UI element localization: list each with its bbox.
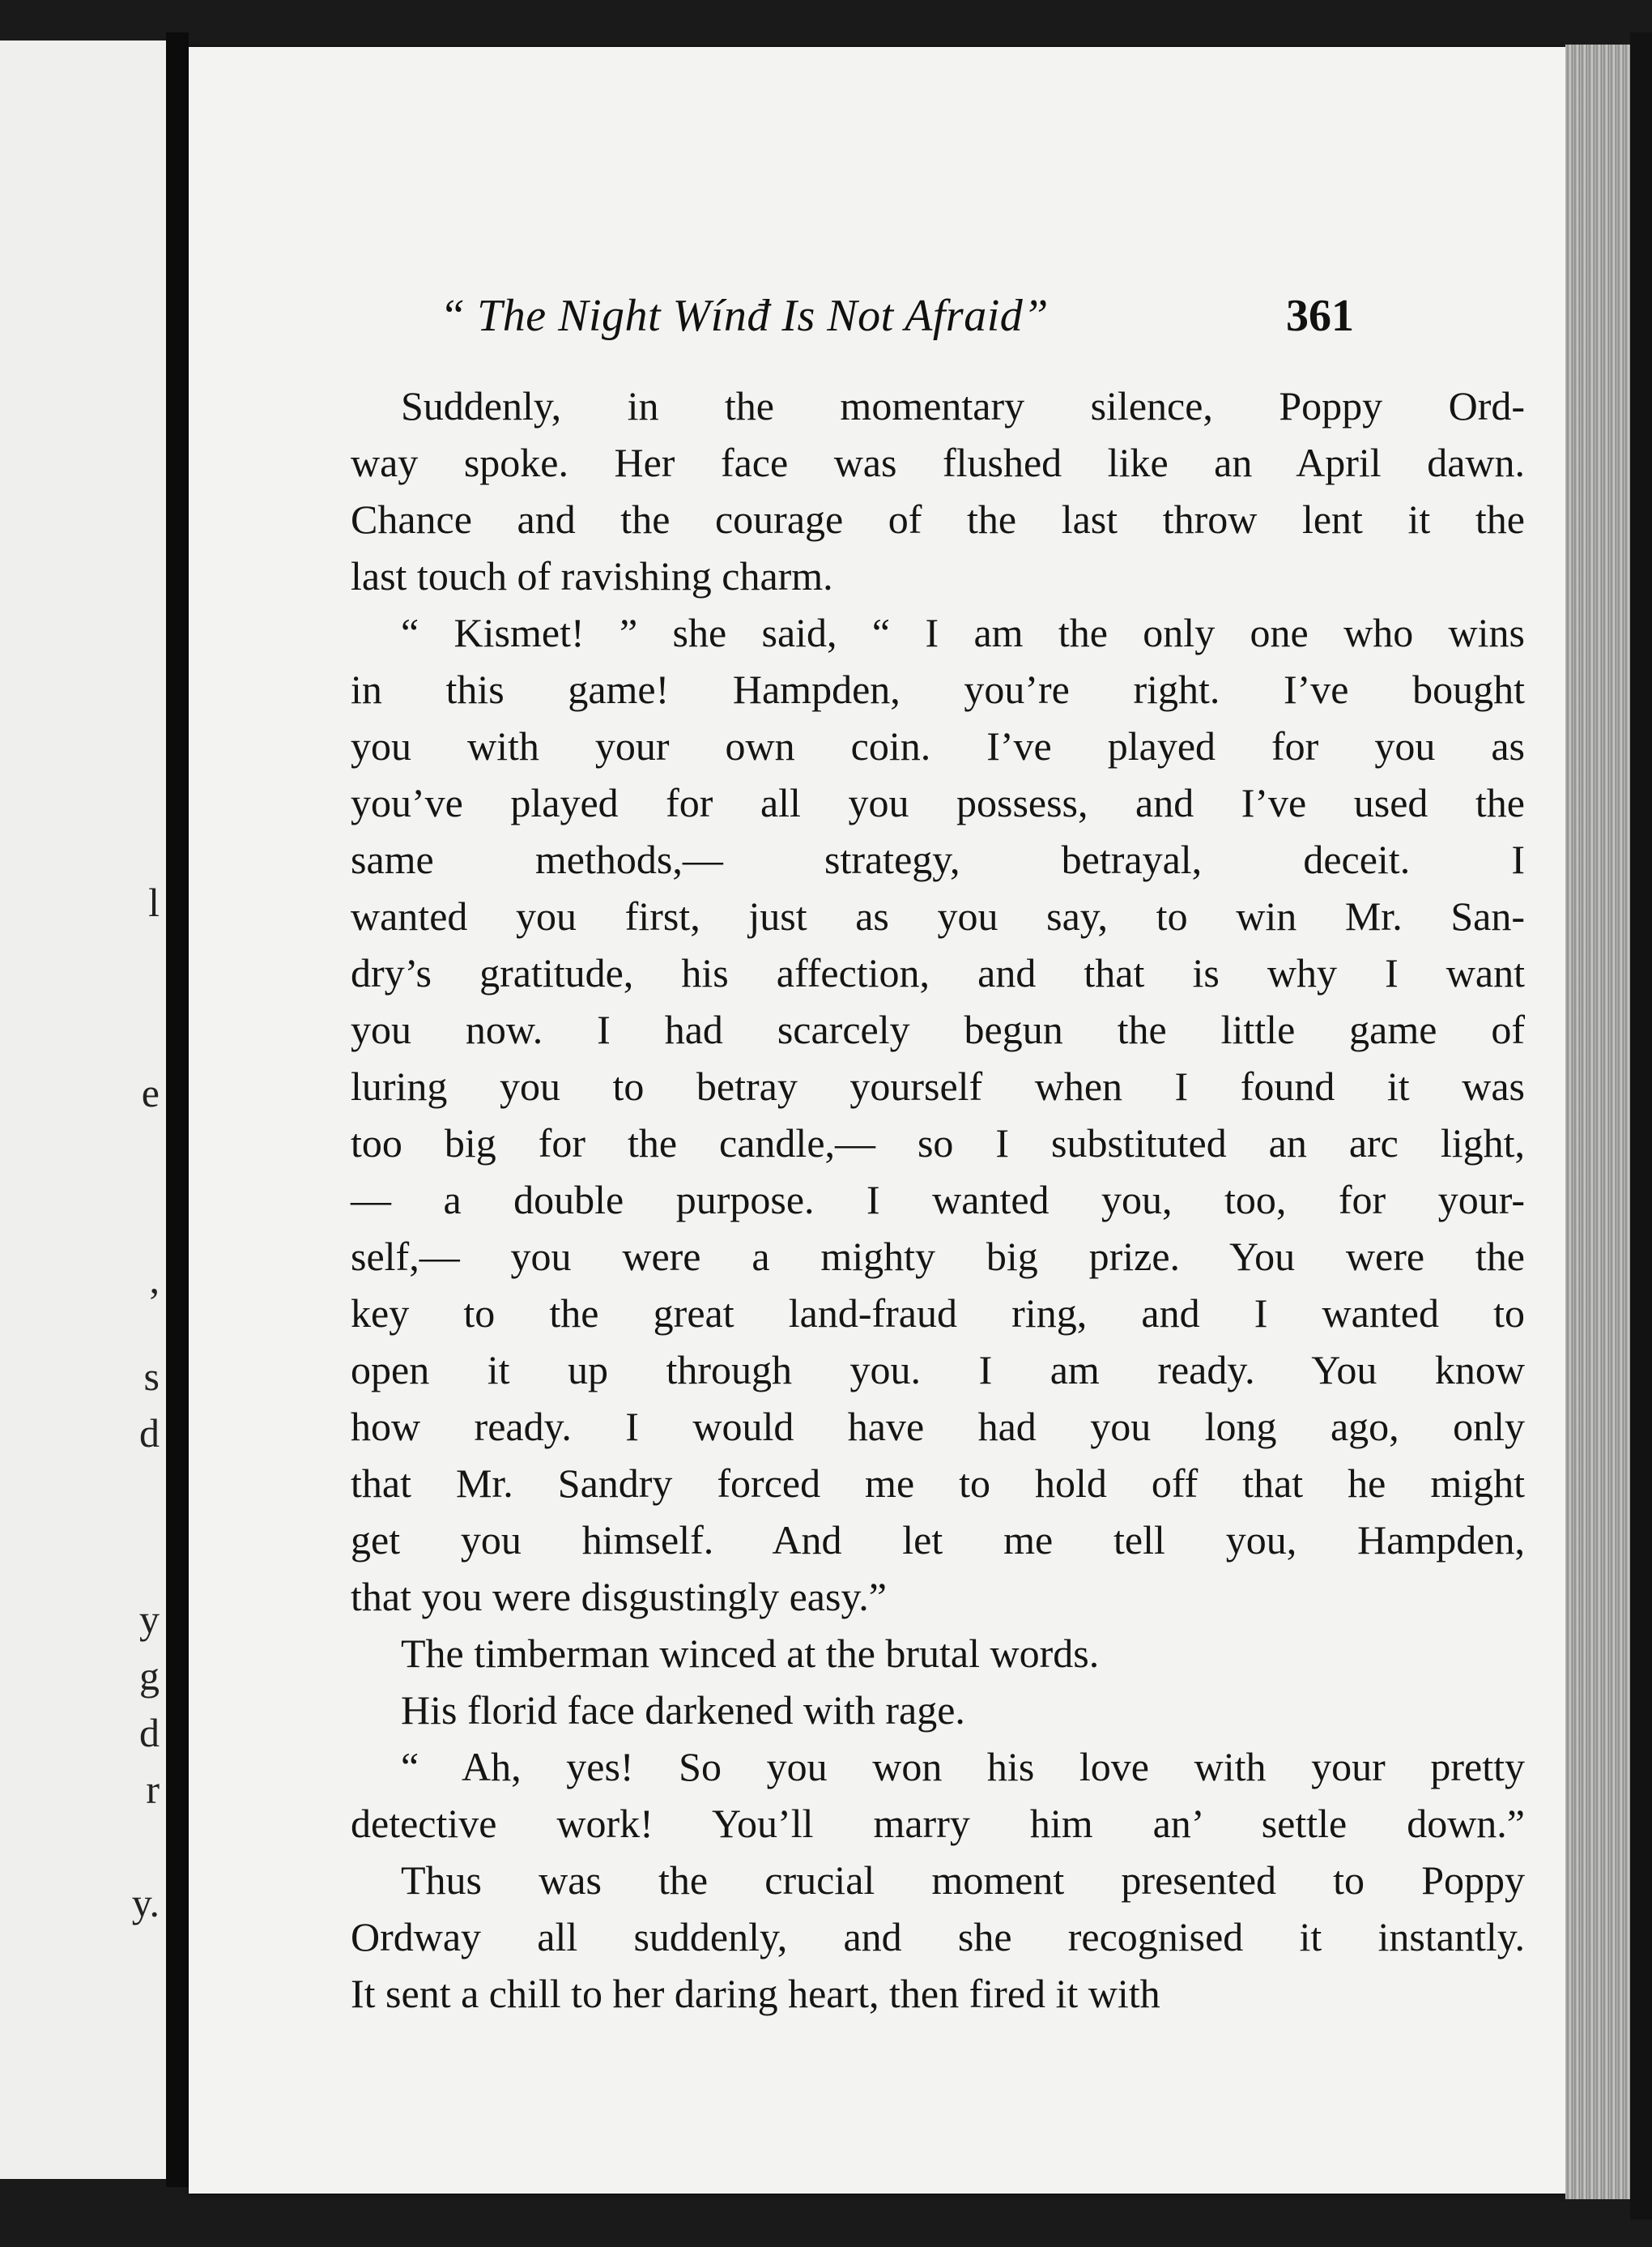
previous-page-fragment: ,	[149, 1256, 160, 1302]
text-line: “ Kismet! ” she said, “ I am the only one who wins	[401, 610, 1525, 655]
text-line: get you himself. And let me tell you, Hampden,	[351, 1517, 1525, 1563]
text-line: The timberman winced at the brutal words.	[401, 1631, 1100, 1676]
text-line: Ordway all suddenly, and she recognised it instantly.	[351, 1914, 1525, 1959]
text-line: too big for the candle,— so I substituted an arc light,	[351, 1120, 1525, 1166]
text-line: in this game! Hampden, you’re right. I’ve bought	[351, 667, 1525, 712]
previous-page-fragment: y	[139, 1597, 160, 1642]
book-page	[189, 47, 1565, 2194]
page-number: 361	[1286, 291, 1354, 341]
page-stack-edge	[1565, 45, 1630, 2199]
text-line: “ Ah, yes! So you won his love with your pretty	[401, 1744, 1525, 1789]
text-line: Suddenly, in the momentary silence, Poppy Ord-	[401, 383, 1525, 429]
book-gutter	[166, 32, 189, 2187]
text-line: self,— you were a mighty big prize. You were the	[351, 1234, 1525, 1279]
text-line: Chance and the courage of the last throw lent it the	[351, 497, 1525, 542]
text-line: It sent a chill to her daring heart, then fired it with	[351, 1971, 1160, 2016]
text-line: how ready. I would have had you long ago, only	[351, 1404, 1525, 1449]
previous-page-fragment: g	[139, 1653, 160, 1699]
text-line: His florid face darkened with rage.	[401, 1687, 965, 1733]
text-line: luring you to betray yourself when I found it was	[351, 1064, 1525, 1109]
text-line: wanted you first, just as you say, to win Mr. San-	[351, 893, 1525, 939]
previous-page-fragment: d	[139, 1410, 160, 1456]
text-line: — a double purpose. I wanted you, too, for your-	[351, 1177, 1525, 1222]
book-cover-edge	[1630, 32, 1652, 2219]
text-line: that Mr. Sandry forced me to hold off that he might	[351, 1460, 1525, 1506]
text-line: you now. I had scarcely begun the little game of	[351, 1007, 1525, 1052]
previous-page-fragment: l	[148, 880, 160, 925]
running-head	[189, 290, 1565, 355]
previous-page-fragment: r	[146, 1767, 160, 1812]
text-line: you with your own coin. I’ve played for you as	[351, 723, 1525, 769]
previous-page-fragment: e	[141, 1070, 160, 1115]
running-title: “ The Night Wínđ Is Not Afraid”	[440, 291, 1049, 341]
previous-page-edge	[0, 41, 166, 2179]
text-line: you’ve played for all you possess, and I’ve used the	[351, 780, 1525, 825]
previous-page-fragment: s	[143, 1354, 160, 1399]
text-line: key to the great land-fraud ring, and I wanted to	[351, 1290, 1525, 1336]
text-line: way spoke. Her face was flushed like an April dawn.	[351, 440, 1525, 485]
body-text	[351, 377, 1525, 2022]
text-line: Thus was the crucial moment presented to Poppy	[401, 1857, 1525, 1903]
text-line: same methods,— strategy, betrayal, deceit. I	[351, 837, 1525, 882]
previous-page-fragment: y.	[131, 1880, 160, 1925]
text-line: open it up through you. I am ready. You know	[351, 1347, 1525, 1392]
text-line: detective work! You’ll marry him an’ settle down.”	[351, 1801, 1525, 1846]
text-line: last touch of ravishing charm.	[351, 553, 833, 599]
text-line: dry’s gratitude, his affection, and that is why I want	[351, 950, 1525, 996]
previous-page-fragment: d	[139, 1710, 160, 1755]
text-line: that you were disgustingly easy.”	[351, 1574, 887, 1619]
